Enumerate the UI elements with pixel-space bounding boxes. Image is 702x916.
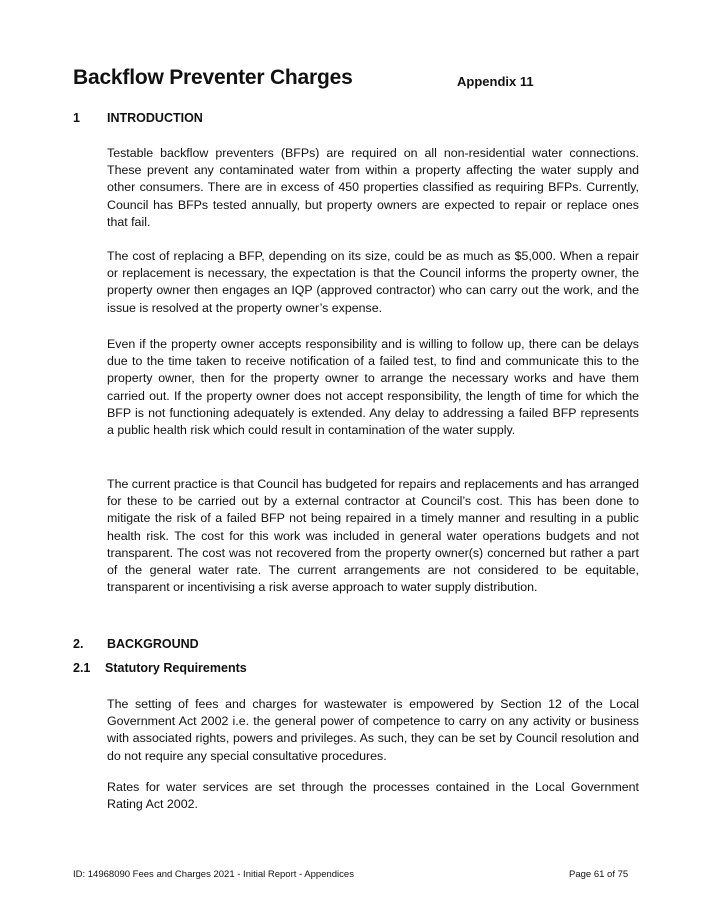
section-title: BACKGROUND: [107, 637, 199, 651]
paragraph: Even if the property owner accepts responsibility and is willing to follow up, there can be delays due to the time taken to receive notification of a failed test, to find and communicate this to the property owner, then for the property owner to arrange the necessary works and have them carried out. If the property owner does not accept responsibility, the length of time for which the BFP is not functioning adequately is extended. Any delay to addressing a failed BFP represents a public health risk which could result in contamination of the water supply.: [107, 337, 639, 438]
section-number: 2.: [73, 637, 84, 651]
appendix-label: Appendix 11: [457, 74, 534, 89]
paragraph: The setting of fees and charges for wastewater is empowered by Section 12 of the Local Government Act 2002 i.e. the general power of competence to carry on any activity or business with associated rights, powers and privileges. As such, they can be set by Council resolution and do not require any special consultative procedures.: [107, 697, 639, 763]
footer-document-id: ID: 14968090 Fees and Charges 2021 - Initial Report - Appendices: [73, 869, 354, 880]
section-title: INTRODUCTION: [107, 111, 203, 125]
paragraph: The current practice is that Council has budgeted for repairs and replacements and has arranged for these to be carried out by a external contractor at Council’s cost. This has been done to mitigate the risk of a failed BFP not being repaired in a timely manner and resulting in a public health risk. The cost for this work was included in general water operations budgets and not transparent. The cost was not recovered from the property owner(s) concerned but rather a part of the general water rate. The current arrangements are not considered to be equitable, transparent or incentivising a risk averse approach to water supply distribution.: [107, 477, 639, 595]
paragraph: Testable backflow preventers (BFPs) are required on all non-residential water connections. These prevent any contaminated water from within a property affecting the water supply and other consumers. There are in excess of 450 properties classified as requiring BFPs. Currently, Council has BFPs tested annually, but property owners are expected to repair or replace ones that fail.: [107, 146, 639, 229]
paragraph: The cost of replacing a BFP, depending on its size, could be as much as $5,000. When a repair or replacement is necessary, the expectation is that the Council informs the property owner, the property owner then engages an IQP (approved contractor) who can carry out the work, and the issue is resolved at the property owner’s expense.: [107, 249, 639, 315]
section-number: 2.1: [73, 661, 91, 675]
paragraph: Rates for water services are set through the processes contained in the Local Government Rating Act 2002.: [107, 780, 639, 812]
footer-page-number: Page 61 of 75: [569, 869, 629, 880]
section-title: Statutory Requirements: [105, 661, 247, 675]
section-number: 1: [73, 111, 80, 125]
page-title: Backflow Preventer Charges: [73, 66, 353, 89]
